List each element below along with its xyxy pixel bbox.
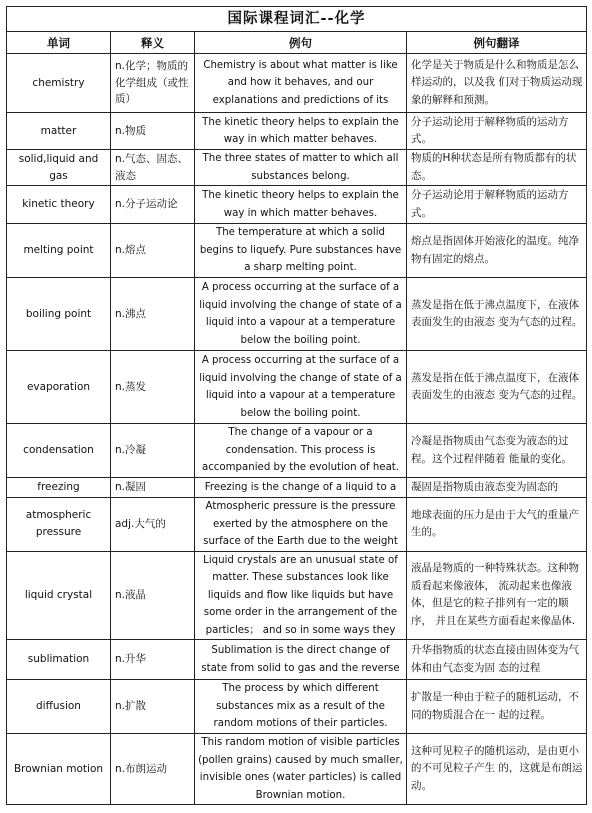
translation-cell: 地球表面的压力是由于大气的重量产生的。 — [407, 498, 587, 552]
translation-cell: 这种可见粒子的随机运动，是由更小的不可见粒子产生 的，这就是布朗运动。 — [407, 734, 587, 805]
word-cell: freezing — [7, 478, 111, 498]
word-cell: solid,liquid and gas — [7, 150, 111, 186]
word-cell: chemistry — [7, 54, 111, 113]
table-row — [7, 551, 587, 640]
meaning-cell: n.蒸发 — [111, 351, 195, 424]
translation-cell: 液晶是物质的一种特殊状态。这种物质看起来像液体， 流动起来也像液体，但是它的粒子排列有一定的顺序， 并且在某些方面看起来像晶体. — [407, 551, 587, 640]
sheet-title: 国际课程词汇--化学 — [7, 7, 587, 32]
word-cell: condensation — [7, 424, 111, 478]
meaning-cell: n.冷凝 — [111, 424, 195, 478]
table-row — [7, 734, 587, 805]
translation-cell: 冷凝是指物质由气态变为液态的过程。这个过程伴随着 能量的变化。 — [407, 424, 587, 478]
meaning-cell: n.物质 — [111, 113, 195, 150]
sentence-cell: The temperature at which a solid begins to liquefy. Pure substances have a sharp melting point. — [195, 224, 407, 278]
word-cell: atmospheric pressure — [7, 498, 111, 552]
header-meaning: 释义 — [111, 32, 195, 54]
translation-cell: 升华指物质的状态直接由固体变为气体和由气态变为固 态的过程 — [407, 640, 587, 680]
translation-cell: 物质的H种状态是所有物质都有的状态。 — [407, 150, 587, 186]
sentence-cell: Liquid crystals are an unusual state of matter. These substances look like liquids and flow like liquids but have some order in the arrangement of the particles； and so in some ways they — [195, 551, 407, 640]
translation-cell: 凝固是指物质由液态变为固态的 — [407, 478, 587, 498]
table-row — [7, 640, 587, 680]
sentence-cell: The change of a vapour or a condensation. This process is accompanied by the evolution of heat. — [195, 424, 407, 478]
translation-cell: 蒸发是指在低于沸点温度下，在液体表面发生的由液态 变为气态的过程。 — [407, 351, 587, 424]
header-word: 单词 — [7, 32, 111, 54]
word-cell: melting point — [7, 224, 111, 278]
meaning-cell: n.分子运动论 — [111, 186, 195, 224]
word-cell: kinetic theory — [7, 186, 111, 224]
meaning-cell: n.气态、固态、液态 — [111, 150, 195, 186]
meaning-cell: n.凝固 — [111, 478, 195, 498]
header-row — [7, 32, 587, 54]
table-row — [7, 224, 587, 278]
translation-cell: 化学是关于物质是什么和物质是怎么样运动的，以及我 们对于物质运动现象的解释和预测。 — [407, 54, 587, 113]
sentence-cell: A process occurring at the surface of a liquid involving the change of state of a liquid into a vapour at a temperature below the boiling point. — [195, 278, 407, 351]
vocabulary-sheet — [6, 6, 586, 805]
meaning-cell: n.熔点 — [111, 224, 195, 278]
table-row — [7, 113, 587, 150]
sentence-cell: Chemistry is about what matter is like and how it behaves, and our explanations and predictions of its — [195, 54, 407, 113]
meaning-cell: n.液晶 — [111, 551, 195, 640]
sentence-cell: A process occurring at the surface of a liquid involving the change of state of a liquid into a vapour at a temperature below the boiling point. — [195, 351, 407, 424]
meaning-cell: n.沸点 — [111, 278, 195, 351]
table-row — [7, 478, 587, 498]
translation-cell: 分子运动论用于解释物质的运动方式。 — [407, 113, 587, 150]
meaning-cell: n.布朗运动 — [111, 734, 195, 805]
translation-cell: 扩散是一种由于粒子的随机运动，不同的物质混合在一 起的过程。 — [407, 680, 587, 734]
word-cell: diffusion — [7, 680, 111, 734]
sentence-cell: Sublimation is the direct change of state from solid to gas and the reverse — [195, 640, 407, 680]
table-row — [7, 150, 587, 186]
translation-cell: 分子运动论用于解释物质的运动方式。 — [407, 186, 587, 224]
table-row — [7, 351, 587, 424]
sentence-cell: The kinetic theory helps to explain the way in which matter behaves. — [195, 113, 407, 150]
meaning-cell: n.升华 — [111, 640, 195, 680]
word-cell: matter — [7, 113, 111, 150]
word-cell: boiling point — [7, 278, 111, 351]
vocabulary-table — [6, 6, 587, 805]
sentence-cell: Freezing is the change of a liquid to a — [195, 478, 407, 498]
sentence-cell: Atmospheric pressure is the pressure exerted by the atmosphere on the surface of the Earth due to the weight — [195, 498, 407, 552]
translation-cell: 熔点是指固体开始液化的温度。纯净物有固定的熔点。 — [407, 224, 587, 278]
word-cell: sublimation — [7, 640, 111, 680]
header-sentence: 例句 — [195, 32, 407, 54]
table-row — [7, 54, 587, 113]
sentence-cell: The process by which different substances mix as a result of the random motions of their particles. — [195, 680, 407, 734]
translation-cell: 蒸发是指在低于沸点温度下，在液体表面发生的由液态 变为气态的过程。 — [407, 278, 587, 351]
sentence-cell: The kinetic theory helps to explain the way in which matter behaves. — [195, 186, 407, 224]
table-row — [7, 424, 587, 478]
meaning-cell: adj.大气的 — [111, 498, 195, 552]
word-cell: Brownian motion — [7, 734, 111, 805]
meaning-cell: n.扩散 — [111, 680, 195, 734]
word-cell: liquid crystal — [7, 551, 111, 640]
table-row — [7, 278, 587, 351]
table-row — [7, 186, 587, 224]
table-row — [7, 680, 587, 734]
table-row — [7, 498, 587, 552]
sentence-cell: The three states of matter to which all substances belong. — [195, 150, 407, 186]
sentence-cell: This random motion of visible particles (pollen grains) caused by much smaller, invisible ones (water particles) is called Brownian motion. — [195, 734, 407, 805]
meaning-cell: n.化学；物质的化学组成（或性质） — [111, 54, 195, 113]
header-translation: 例句翻译 — [407, 32, 587, 54]
word-cell: evaporation — [7, 351, 111, 424]
